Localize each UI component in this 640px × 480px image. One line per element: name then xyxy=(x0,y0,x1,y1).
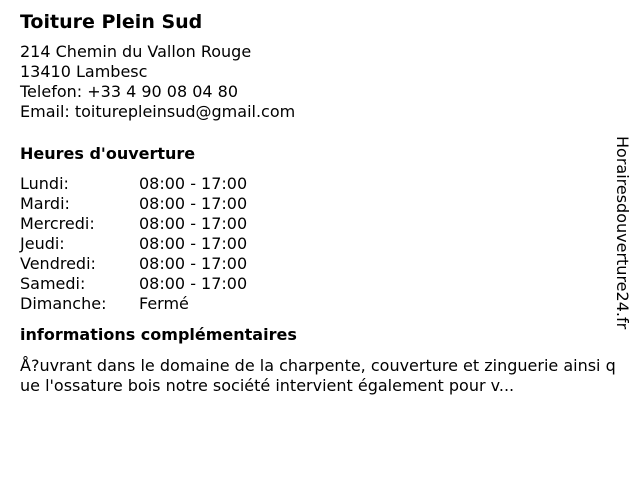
site-watermark: Horairesdouverture24.fr xyxy=(613,136,632,330)
hours-title: Heures d'ouverture xyxy=(20,144,196,163)
hours-row-friday xyxy=(20,254,620,274)
day-label: Lundi: xyxy=(20,174,69,193)
day-label: Mercredi: xyxy=(20,214,95,233)
time-value: 08:00 - 17:00 xyxy=(139,214,248,233)
time-value: 08:00 - 17:00 xyxy=(139,194,248,213)
time-value: 08:00 - 17:00 xyxy=(139,274,248,293)
hours-row-tuesday xyxy=(20,194,620,214)
hours-row-thursday xyxy=(20,234,620,254)
day-label: Mardi: xyxy=(20,194,70,213)
address-city: 13410 Lambesc xyxy=(20,62,148,81)
time-value: 08:00 - 17:00 xyxy=(139,234,248,253)
time-value: Fermé xyxy=(139,294,189,313)
address-street: 214 Chemin du Vallon Rouge xyxy=(20,42,252,61)
day-label: Jeudi: xyxy=(20,234,65,253)
day-label: Samedi: xyxy=(20,274,86,293)
email-line: Email: toiturepleinsud@gmail.com xyxy=(20,102,296,121)
business-name: Toiture Plein Sud xyxy=(20,11,203,33)
hours-row-monday xyxy=(20,174,620,194)
hours-table xyxy=(20,174,620,314)
info-description: Å?uvrant dans le domaine de la charpente, couverture et zinguerie ainsi que l'ossature bois notre société intervient également pour v... xyxy=(20,356,616,395)
day-label: Dimanche: xyxy=(20,294,107,313)
info-title: informations complémentaires xyxy=(20,325,297,344)
hours-row-saturday xyxy=(20,274,620,294)
day-label: Vendredi: xyxy=(20,254,96,273)
hours-row-sunday xyxy=(20,294,620,314)
time-value: 08:00 - 17:00 xyxy=(139,254,248,273)
business-card xyxy=(20,10,620,396)
hours-row-wednesday xyxy=(20,214,620,234)
phone-line: Telefon: +33 4 90 08 04 80 xyxy=(20,82,239,101)
time-value: 08:00 - 17:00 xyxy=(139,174,248,193)
